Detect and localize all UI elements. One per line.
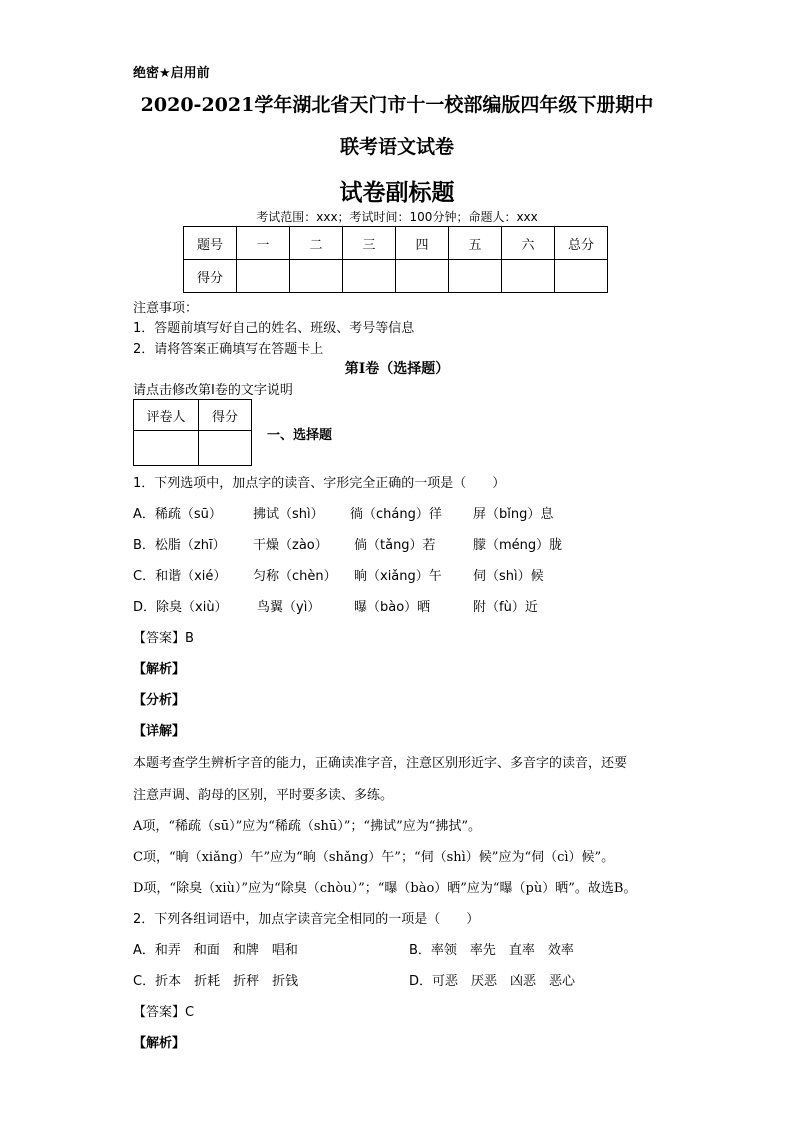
- question-2-option-d[interactable]: D．可恶 厌恶 凶恶 恶心: [409, 974, 576, 989]
- question-2-option-a[interactable]: A．和弄 和面 和牌 唱和: [133, 943, 298, 958]
- note-item: 2．请将答案正确填写在答题卡上: [133, 342, 324, 357]
- question-1-explain-c: C项，“晌（xiǎng）午”应为“晌（shǎng）午”；“伺（shì）候”应为“伺（cì）候”。: [133, 850, 615, 865]
- option-word: 干燥（zào）: [253, 538, 328, 553]
- grader-input-cell[interactable]: [134, 431, 199, 466]
- question-1-analysis-label: 【解析】: [133, 662, 186, 677]
- question-2-option-b[interactable]: B．率领 率先 直率 效率: [409, 943, 574, 958]
- option-word: 屏（bǐng）息: [473, 507, 554, 522]
- option-word: 晌（xiǎng）午: [354, 569, 442, 584]
- question-2-analysis-label: 【解析】: [133, 1036, 186, 1051]
- grader-score-label: 得分: [199, 400, 252, 431]
- option-word: 鸟翼（yì）: [257, 600, 321, 615]
- question-1-explanation: 注意声调、韵母的区别，平时要多读、多练。: [133, 788, 394, 803]
- option-word: 曝（bào）晒: [354, 600, 431, 615]
- score-cell: 三: [343, 227, 396, 260]
- exam-info: 考试范围：xxx；考试时间：100分钟；命题人：xxx: [256, 210, 538, 224]
- grader-label: 评卷人: [134, 400, 199, 431]
- option-word: 徜（cháng）徉: [350, 507, 442, 522]
- question-2-answer: 【答案】C: [133, 1005, 195, 1020]
- question-1-stem: 1．下列选项中，加点字的读音、字形完全正确的一项是（ ）: [133, 476, 506, 491]
- secret-label: 绝密★启用前: [133, 66, 210, 81]
- score-input-cell[interactable]: [343, 260, 396, 293]
- section-title: 一、选择题: [267, 428, 333, 443]
- score-cell: 四: [396, 227, 449, 260]
- option-word: 倘（tǎng）若: [354, 538, 436, 553]
- option-word: B．松脂（zhī）: [133, 538, 226, 553]
- option-word: A．稀疏（sū）: [133, 507, 222, 522]
- question-1-fenxi-label: 【分析】: [133, 693, 186, 708]
- score-input-cell[interactable]: [555, 260, 608, 293]
- option-word: C．和谐（xié）: [133, 569, 227, 584]
- question-2-stem: 2．下列各组词语中，加点字读音完全相同的一项是（ ）: [133, 912, 480, 927]
- notes-heading: 注意事项：: [133, 301, 199, 316]
- exam-title-line2: 联考语文试卷: [339, 136, 454, 158]
- score-table-score-row: [184, 260, 608, 293]
- score-cell: 得分: [184, 260, 237, 293]
- option-word: 伺（shì）候: [473, 569, 544, 584]
- question-1-detail-label: 【详解】: [133, 724, 186, 739]
- score-cell: 五: [449, 227, 502, 260]
- question-1-explain-d: D项，“除臭（xiù）”应为“除臭（chòu）”；“曝（bào）晒”应为“曝（pù）晒”。故选B。: [133, 881, 637, 896]
- option-word: 匀称（chèn）: [253, 569, 337, 584]
- score-cell: 题号: [184, 227, 237, 260]
- option-word: D．除臭（xiù）: [133, 600, 228, 615]
- option-word: 附（fù）近: [473, 600, 538, 615]
- question-1-answer: 【答案】B: [133, 631, 194, 646]
- grader-score-input-cell[interactable]: [199, 431, 252, 466]
- score-cell: 二: [290, 227, 343, 260]
- exam-subtitle: 试卷副标题: [339, 179, 455, 206]
- score-cell: 一: [237, 227, 290, 260]
- question-1-explain-a: A项，“稀疏（sū）”应为“稀疏（shū）”；“拂试”应为“拂拭”。: [133, 819, 482, 834]
- question-2-option-c[interactable]: C．折本 折耗 折秤 折钱: [133, 974, 299, 989]
- score-input-cell[interactable]: [502, 260, 555, 293]
- score-input-cell[interactable]: [449, 260, 502, 293]
- grader-table: [133, 399, 252, 466]
- option-word: 拂试（shì）: [253, 507, 324, 522]
- question-1-explanation: 本题考查学生辨析字音的能力，正确读准字音，注意区别形近字、多音字的读音，还要: [133, 756, 628, 771]
- exam-title-line1: 2020-2021学年湖北省天门市十一校部编版四年级下册期中: [140, 94, 654, 116]
- volume-title: 第I卷（选择题）: [344, 361, 450, 377]
- score-table: [183, 226, 608, 293]
- score-input-cell[interactable]: [290, 260, 343, 293]
- score-input-cell[interactable]: [237, 260, 290, 293]
- volume-description: 请点击修改第I卷的文字说明: [133, 383, 293, 398]
- score-input-cell[interactable]: [396, 260, 449, 293]
- score-table-header-row: [184, 227, 608, 260]
- score-cell: 总分: [555, 227, 608, 260]
- score-cell: 六: [502, 227, 555, 260]
- option-word: 朦（méng）胧: [473, 538, 563, 553]
- note-item: 1．答题前填写好自己的姓名、班级、考号等信息: [133, 321, 415, 336]
